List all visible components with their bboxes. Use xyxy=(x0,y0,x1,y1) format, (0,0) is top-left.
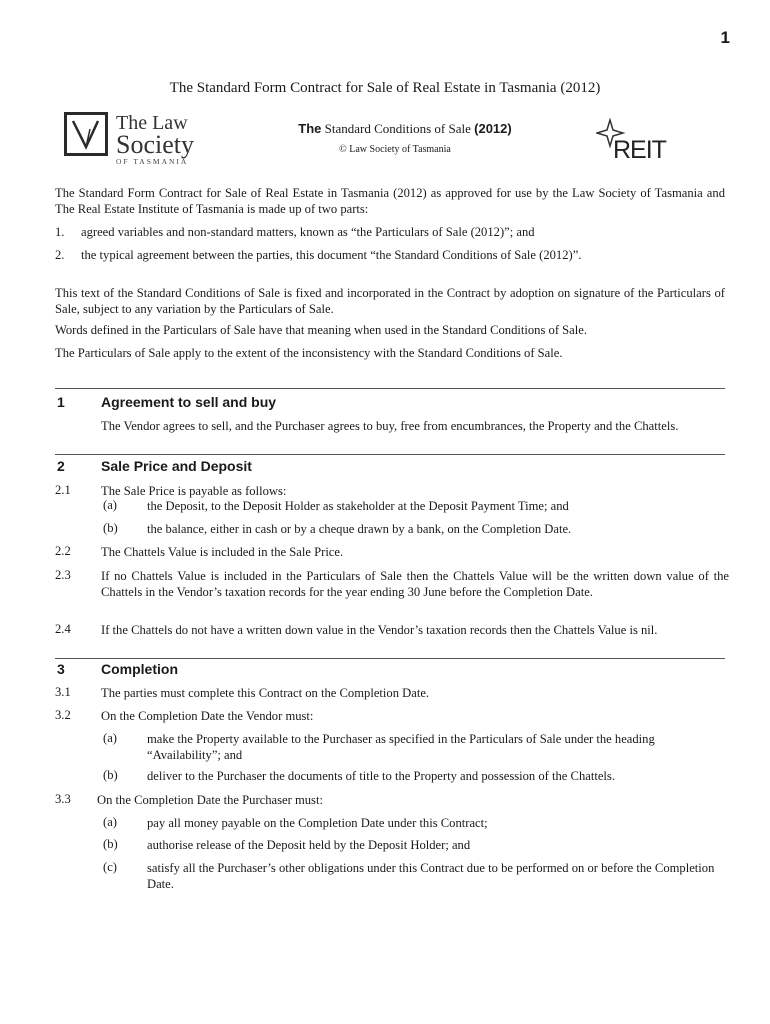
clause-text: satisfy all the Purchaser’s other obligations under this Contract due to be performed on or before the Completion Date. xyxy=(147,861,715,891)
document-title: The Standard Form Contract for Sale of Real Estate in Tasmania (2012) xyxy=(169,80,601,96)
law-society-logo xyxy=(64,112,204,164)
clause-text: the Deposit, to the Deposit Holder as stakeholder at the Deposit Payment Time; and xyxy=(147,499,569,513)
clause-text: make the Property available to the Purchaser as specified in the Particulars of Sale under the heading “Availability”; and xyxy=(147,732,655,762)
copyright-notice: © Law Society of Tasmania xyxy=(339,144,451,155)
clause-text: On the Completion Date the Vendor must: xyxy=(101,709,314,723)
page-number: 1 xyxy=(720,28,730,47)
clause-number: 2.4 xyxy=(55,622,71,636)
clause-letter: (b) xyxy=(103,521,118,535)
section-number: 1 xyxy=(57,394,65,410)
clause-number: 3.2 xyxy=(55,708,71,722)
conditions-title-the: The xyxy=(298,121,322,136)
logo-text-the-law: The Law xyxy=(116,112,188,134)
clause-number: 2.3 xyxy=(55,568,71,582)
incorporation-paragraph: This text of the Standard Conditions of Sale is fixed and incorporated in the Contract by adoption on signature of the Particulars of Sale, subject to any variation by the Particulars of Sale. xyxy=(55,286,725,316)
section-title: Agreement to sell and buy xyxy=(101,394,277,410)
clause-letter: (a) xyxy=(103,498,117,512)
section-number: 3 xyxy=(57,661,65,677)
clause-text: deliver to the Purchaser the documents of title to the Property and possession of the Chattels. xyxy=(147,769,615,783)
clause-text: the balance, either in cash or by a cheque drawn by a bank, on the Completion Date. xyxy=(147,522,572,536)
clause-text: The Vendor agrees to sell, and the Purchaser agrees to buy, free from encumbrances, the Property and the Chattels. xyxy=(101,419,679,433)
clause-number: 2.2 xyxy=(55,544,71,558)
reit-logo-text: REIT xyxy=(613,136,666,164)
clause-text: If no Chattels Value is included in the Particulars of Sale then the Chattels Value will be the written down value of the Chattels in the Vendor’s taxation records for the year ending 30 June before the Completion Date. xyxy=(101,569,729,599)
clause-text: On the Completion Date the Purchaser must: xyxy=(97,793,323,807)
clause-text: authorise release of the Deposit held by the Deposit Holder; and xyxy=(147,838,471,852)
intro-paragraph: The Standard Form Contract for Sale of Real Estate in Tasmania (2012) as approved for use by the Law Society of Tasmania and The Real Estate Institute of Tasmania is made up of two parts: xyxy=(55,186,725,216)
conditions-title-year: (2012) xyxy=(474,121,512,136)
clause-text: The parties must complete this Contract on the Completion Date. xyxy=(101,686,430,700)
list-item-text: agreed variables and non-standard matters, known as “the Particulars of Sale (2012)”; and xyxy=(81,225,535,239)
clause-text: pay all money payable on the Completion Date under this Contract; xyxy=(147,816,488,830)
list-item-number: 2. xyxy=(55,248,65,262)
clause-number: 3.3 xyxy=(55,792,71,806)
section-divider xyxy=(55,388,725,389)
clause-number: 2.1 xyxy=(55,483,71,497)
section-title: Sale Price and Deposit xyxy=(101,458,252,474)
inconsistency-paragraph: The Particulars of Sale apply to the extent of the inconsistency with the Standard Conditions of Sale. xyxy=(55,346,563,360)
clause-letter: (a) xyxy=(103,815,117,829)
section-divider xyxy=(55,658,725,659)
clause-letter: (a) xyxy=(103,731,117,745)
section-title: Completion xyxy=(101,661,178,677)
list-item-text: the typical agreement between the parties, this document “the Standard Conditions of Sale (2012)”. xyxy=(81,248,582,262)
clause-text: The Chattels Value is included in the Sale Price. xyxy=(101,545,344,559)
logo-text-society: Society xyxy=(116,130,194,159)
clause-text: If the Chattels do not have a written down value in the Vendor’s taxation records then the Chattels Value is nil. xyxy=(101,623,658,637)
conditions-title-middle: Standard Conditions of Sale xyxy=(321,121,475,136)
definitions-paragraph: Words defined in the Particulars of Sale have that meaning when used in the Standard Conditions of Sale. xyxy=(55,323,587,337)
clause-letter: (c) xyxy=(103,860,117,874)
clause-letter: (b) xyxy=(103,837,118,851)
clause-letter: (b) xyxy=(103,768,118,782)
reit-logo xyxy=(596,118,676,168)
logo-text-of-tasmania: OF TASMANIA xyxy=(116,157,189,166)
list-item-number: 1. xyxy=(55,225,65,239)
section-number: 2 xyxy=(57,458,65,474)
clause-number: 3.1 xyxy=(55,685,71,699)
section-divider xyxy=(55,454,725,455)
clause-text: The Sale Price is payable as follows: xyxy=(101,484,287,498)
